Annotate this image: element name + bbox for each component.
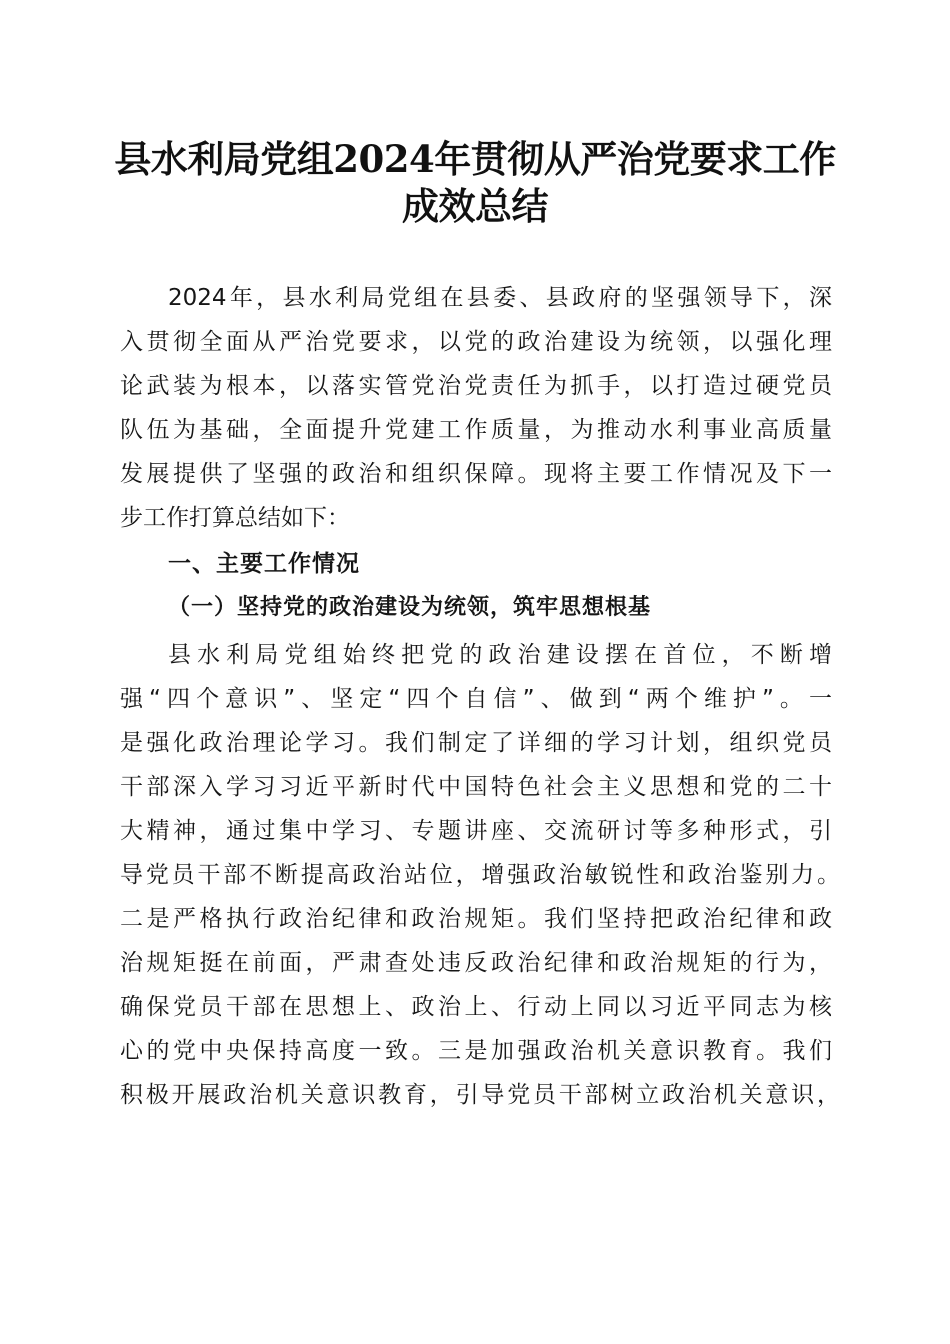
paragraph-line: 导党员干部不断提高政治站位，增强政治敏锐性和政治鉴别力。	[120, 862, 840, 888]
section-heading: 一、主要工作情况	[168, 551, 360, 577]
paragraph-line: 确保党员干部在思想上、政治上、行动上同以习近平同志为核	[120, 994, 832, 1020]
paragraph-line: 二是严格执行政治纪律和政治规矩。我们坚持把政治纪律和政	[120, 906, 832, 932]
paragraph-line: 积极开展政治机关意识教育，引导党员干部树立政治机关意识，	[120, 1082, 840, 1108]
paragraph-line: 干部深入学习习近平新时代中国特色社会主义思想和党的二十	[120, 774, 832, 800]
paragraph-line: 是强化政治理论学习。我们制定了详细的学习计划，组织党员	[120, 730, 832, 756]
paragraph-line: 大精神，通过集中学习、专题讲座、交流研讨等多种形式，引	[120, 818, 832, 844]
paragraph-line: 治规矩挺在前面，严肃查处违反政治纪律和政治规矩的行为，	[120, 950, 832, 976]
intro-line: 发展提供了坚强的政治和组织保障。现将主要工作情况及下一	[120, 461, 832, 487]
document-title-line-2: 成效总结	[402, 184, 548, 228]
intro-line: 论武装为根本，以落实管党治党责任为抓手，以打造过硬党员	[120, 373, 832, 399]
paragraph-line: 心的党中央保持高度一致。三是加强政治机关意识教育。我们	[120, 1038, 832, 1064]
document-title-line-1: 县水利局党组2024年贯彻从严治党要求工作	[114, 137, 836, 181]
intro-line: 入贯彻全面从严治党要求，以党的政治建设为统领，以强化理	[120, 329, 832, 355]
subsection-heading: （一）坚持党的政治建设为统领，筑牢思想根基	[168, 595, 652, 620]
intro-line: 队伍为基础，全面提升党建工作质量，为推动水利事业高质量	[120, 417, 832, 443]
paragraph-line: 县水利局党组始终把党的政治建设摆在首位，不断增	[168, 642, 832, 668]
intro-line: 2024年，县水利局党组在县委、县政府的坚强领导下，深	[168, 285, 832, 311]
intro-line: 步工作打算总结如下：	[120, 505, 350, 531]
paragraph-line: 强“四个意识”、坚定“四个自信”、做到“两个维护”。一	[120, 686, 832, 712]
